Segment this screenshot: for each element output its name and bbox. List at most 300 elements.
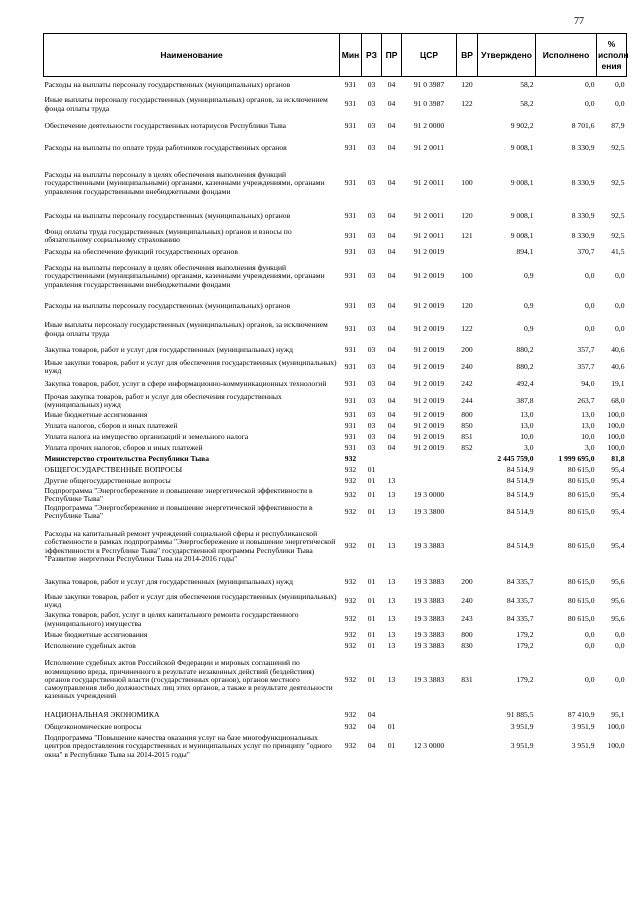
row-rz: 03 — [367, 210, 376, 220]
table-row — [44, 258, 627, 296]
table-row — [44, 521, 627, 573]
table-row — [44, 610, 627, 630]
row-executed: 1 999 695,0 — [558, 453, 595, 463]
row-rz: 03 — [367, 409, 376, 419]
row-csr: 91 2 0019 — [413, 324, 445, 334]
table-row — [44, 247, 627, 258]
row-csr: 19 3 3883 — [413, 614, 445, 624]
row-pr: 04 — [387, 246, 396, 256]
row-rz: 03 — [367, 378, 376, 388]
table-row — [44, 504, 627, 521]
row-percent: 95,6 — [611, 614, 625, 624]
row-approved: 387,8 — [516, 395, 534, 405]
row-min: 932 — [344, 709, 357, 719]
row-min: 932 — [344, 721, 357, 731]
row-executed: 8 330,9 — [571, 230, 595, 240]
row-approved: 880,2 — [516, 344, 534, 354]
row-pr: 13 — [387, 614, 396, 624]
row-name: Обеспечение деятельности государственных нотариусов Республики Тыва — [44, 121, 286, 131]
row-name: Министерство строительства Республики Тыва — [44, 453, 210, 463]
table-row — [44, 573, 627, 593]
table-row — [44, 296, 627, 318]
row-executed: 80 615,0 — [567, 464, 595, 474]
row-name: Расходы на выплаты персоналу государственных (муниципальных) органов — [44, 79, 291, 89]
table-row — [44, 93, 627, 117]
row-percent: 100,0 — [607, 721, 625, 731]
row-min: 931 — [344, 121, 357, 131]
row-name: Подпрограмма "Повышение качества оказания услуг на базе многофункциональных центров предоставления государственных и муниципальных услуг по принципу "одного окна" в Республике Тыва на 2014-2015 годы" — [44, 733, 332, 759]
row-min: 931 — [344, 395, 357, 405]
table-row — [44, 421, 627, 432]
row-name: Закупка товаров, работ и услуг для государственных (муниципальных) нужд — [44, 344, 293, 354]
row-rz: 03 — [367, 442, 376, 452]
row-rz: 01 — [367, 489, 376, 499]
row-percent: 87,9 — [611, 121, 625, 131]
row-name: НАЦИОНАЛЬНАЯ ЭКОНОМИКА — [44, 709, 160, 719]
row-csr: 91 2 0000 — [413, 121, 445, 131]
budget-execution-table — [43, 33, 627, 761]
row-executed: 0,0 — [585, 271, 595, 281]
row-vr — [457, 487, 478, 504]
row-approved: 179,2 — [516, 640, 534, 650]
row-csr — [402, 454, 457, 465]
row-percent: 100,0 — [607, 431, 625, 441]
row-name: Расходы на выплаты персоналу в целях обеспечения выполнения функций государственными (муниципальными) органами, казенными учреждениями, органами управления государственными внебюджетными фондами — [44, 263, 325, 289]
row-vr — [457, 504, 478, 521]
row-rz: 03 — [367, 395, 376, 405]
row-executed: 0,0 — [585, 79, 595, 89]
row-pr: 04 — [387, 79, 396, 89]
table-row — [44, 722, 627, 733]
row-min: 931 — [344, 420, 357, 430]
row-csr: 91 2 0019 — [413, 301, 445, 311]
row-name: Расходы на выплаты персоналу государственных (муниципальных) органов — [44, 301, 291, 311]
row-vr: 100 — [461, 178, 473, 188]
row-vr: 200 — [461, 577, 473, 587]
row-csr — [402, 465, 457, 476]
row-min: 932 — [344, 541, 357, 551]
row-executed: 0,0 — [585, 674, 595, 684]
row-percent: 95,4 — [611, 475, 625, 485]
row-name: Иные бюджетные ассигнования — [44, 629, 148, 639]
row-executed: 8 330,9 — [571, 210, 595, 220]
row-executed: 357,7 — [577, 344, 595, 354]
row-percent: 100,0 — [607, 420, 625, 430]
row-rz: 01 — [367, 475, 376, 485]
row-approved: 10,0 — [520, 431, 534, 441]
table-row — [44, 630, 627, 641]
row-pr — [382, 709, 402, 722]
row-executed: 8 330,9 — [571, 143, 595, 153]
header-executed: Исполнено — [536, 34, 597, 77]
row-approved: 2 445 759,0 — [497, 453, 534, 463]
row-csr: 19 3 0000 — [413, 489, 445, 499]
row-csr — [402, 476, 457, 487]
row-min: 931 — [344, 361, 357, 371]
row-name: Расходы на выплаты по оплате труда работников государственных органов — [44, 143, 287, 153]
row-pr: 13 — [387, 629, 396, 639]
table-row — [44, 476, 627, 487]
row-approved: 492,4 — [516, 378, 534, 388]
row-min: 932 — [344, 464, 357, 474]
row-name: Прочая закупка товаров, работ и услуг для обеспечения государственных (муниципальных) нужд — [44, 392, 282, 409]
row-csr: 19 3 3883 — [413, 640, 445, 650]
row-pr: 13 — [387, 674, 396, 684]
row-min: 932 — [344, 453, 357, 463]
row-approved: 84 335,7 — [506, 614, 534, 624]
row-name: Расходы на выплаты персоналу в целях обеспечения выполнения функций государственными (муниципальными) органами, казенными учреждениями, органами управления государственными внебюджетными фондами — [44, 170, 325, 196]
row-rz: 04 — [367, 721, 376, 731]
table-row — [44, 593, 627, 610]
row-rz: 03 — [367, 361, 376, 371]
row-percent: 19,1 — [611, 378, 625, 388]
table-row — [44, 342, 627, 359]
row-approved: 9 902,2 — [510, 121, 534, 131]
row-executed: 0,0 — [585, 301, 595, 311]
row-vr — [457, 465, 478, 476]
row-approved: 58,2 — [520, 99, 534, 109]
row-rz: 04 — [367, 709, 376, 719]
row-csr: 91 2 0019 — [413, 271, 445, 281]
row-executed: 80 615,0 — [567, 614, 595, 624]
row-rz: 01 — [367, 614, 376, 624]
header-min: Мин — [340, 34, 362, 77]
row-rz: 03 — [367, 246, 376, 256]
table-row — [44, 410, 627, 421]
row-min: 931 — [344, 143, 357, 153]
row-rz: 03 — [367, 230, 376, 240]
row-percent: 92,5 — [611, 230, 625, 240]
row-pr: 04 — [387, 301, 396, 311]
row-rz: 01 — [367, 629, 376, 639]
table-row — [44, 641, 627, 652]
row-pr — [382, 465, 402, 476]
table-row — [44, 465, 627, 476]
row-vr: 121 — [461, 230, 473, 240]
row-min: 931 — [344, 409, 357, 419]
row-approved: 84 514,9 — [506, 541, 534, 551]
row-name: Общеэкономические вопросы — [44, 721, 142, 731]
row-rz: 01 — [367, 464, 376, 474]
row-min: 932 — [344, 640, 357, 650]
table-row — [44, 393, 627, 410]
row-executed: 8 330,9 — [571, 178, 595, 188]
row-vr: 800 — [461, 629, 473, 639]
row-min: 932 — [344, 629, 357, 639]
row-pr: 04 — [387, 442, 396, 452]
row-percent: 92,5 — [611, 210, 625, 220]
row-approved: 13,0 — [520, 409, 534, 419]
header-vr: ВР — [457, 34, 478, 77]
row-pr: 04 — [387, 378, 396, 388]
row-min: 931 — [344, 271, 357, 281]
row-min: 931 — [344, 210, 357, 220]
row-percent: 40,6 — [611, 344, 625, 354]
row-pr: 04 — [387, 395, 396, 405]
row-percent: 95,4 — [611, 489, 625, 499]
row-approved: 91 885,5 — [506, 709, 534, 719]
row-executed: 3 951,9 — [571, 741, 595, 751]
row-min: 931 — [344, 178, 357, 188]
row-pr: 04 — [387, 178, 396, 188]
row-vr: 244 — [461, 395, 473, 405]
header-rz: РЗ — [362, 34, 382, 77]
row-pr: 01 — [387, 741, 396, 751]
row-vr — [457, 454, 478, 465]
row-name: Уплата прочих налогов, сборов и иных платежей — [44, 442, 203, 452]
row-executed: 13,0 — [581, 420, 595, 430]
row-csr: 91 2 0019 — [413, 344, 445, 354]
row-csr: 91 2 0011 — [413, 230, 445, 240]
row-rz: 01 — [367, 577, 376, 587]
row-approved: 13,0 — [520, 420, 534, 430]
page-number: 77 — [574, 16, 584, 27]
row-pr: 01 — [387, 721, 396, 731]
row-approved: 880,2 — [516, 361, 534, 371]
row-pr: 13 — [387, 489, 396, 499]
row-csr: 91 2 0019 — [413, 378, 445, 388]
row-csr: 19 3 3800 — [413, 506, 445, 516]
row-csr: 19 3 3883 — [413, 595, 445, 605]
row-name: Уплата налогов, сборов и иных платежей — [44, 420, 178, 430]
row-executed: 0,0 — [585, 99, 595, 109]
table-body — [44, 77, 627, 761]
row-min: 932 — [344, 475, 357, 485]
row-vr — [457, 476, 478, 487]
table-row — [44, 709, 627, 722]
row-rz: 03 — [367, 420, 376, 430]
table-row — [44, 77, 627, 93]
table-row — [44, 454, 627, 465]
row-vr: 122 — [461, 99, 473, 109]
row-pr: 04 — [387, 271, 396, 281]
row-rz: 03 — [367, 324, 376, 334]
row-executed: 0,0 — [585, 640, 595, 650]
row-vr — [457, 137, 478, 161]
row-vr: 100 — [461, 271, 473, 281]
table-row — [44, 487, 627, 504]
table-row — [44, 733, 627, 761]
row-vr: 200 — [461, 344, 473, 354]
row-approved: 3 951,9 — [510, 741, 534, 751]
table-row — [44, 117, 627, 137]
row-vr: 800 — [461, 409, 473, 419]
row-approved: 894,1 — [516, 246, 534, 256]
row-approved: 84 335,7 — [506, 577, 534, 587]
row-percent: 100,0 — [607, 442, 625, 452]
row-vr: 240 — [461, 361, 473, 371]
row-percent: 95,6 — [611, 577, 625, 587]
row-percent: 92,5 — [611, 178, 625, 188]
row-csr: 91 2 0019 — [413, 431, 445, 441]
row-pr: 04 — [387, 210, 396, 220]
row-min: 932 — [344, 741, 357, 751]
row-approved: 3,0 — [524, 442, 534, 452]
row-pr: 13 — [387, 506, 396, 516]
row-executed: 0,0 — [585, 629, 595, 639]
table-row — [44, 443, 627, 454]
row-name: Иные выплаты персоналу государственных (муниципальных) органов, за исключением фонда оплаты труда — [44, 320, 328, 338]
row-csr: 91 2 0019 — [413, 361, 445, 371]
row-csr: 19 3 3883 — [413, 629, 445, 639]
row-name: Закупка товаров, работ, услуг в сфере информационно-коммуникационных технологий — [44, 378, 327, 388]
row-csr: 12 3 0000 — [413, 741, 445, 751]
row-name: Закупка товаров, работ, услуг в целях капитального ремонта государственного (муниципального) имущества — [44, 610, 299, 628]
row-csr — [402, 722, 457, 733]
table-row — [44, 652, 627, 709]
row-csr: 91 2 0011 — [413, 210, 445, 220]
row-csr: 91 0 3987 — [413, 79, 445, 89]
row-csr: 19 3 3883 — [413, 541, 445, 551]
row-vr: 243 — [461, 614, 473, 624]
row-pr: 04 — [387, 121, 396, 131]
row-vr — [457, 709, 478, 722]
row-csr: 91 2 0019 — [413, 395, 445, 405]
row-rz: 03 — [367, 99, 376, 109]
row-executed: 13,0 — [581, 409, 595, 419]
row-approved: 9 008,1 — [510, 178, 534, 188]
table-row — [44, 207, 627, 226]
row-percent: 0,0 — [615, 271, 625, 281]
row-executed: 263,7 — [577, 395, 595, 405]
row-executed: 0,0 — [585, 324, 595, 334]
row-name: Фонд оплаты труда государственных (муниципальных) органов и взносы по обязательному социальному страхованию — [44, 226, 292, 244]
row-percent: 0,0 — [615, 301, 625, 311]
row-name: Иные выплаты персоналу государственных (муниципальных) органов, за исключением фонда оплаты труда — [44, 95, 328, 113]
row-pr: 04 — [387, 99, 396, 109]
row-vr: 852 — [461, 442, 473, 452]
table-row — [44, 359, 627, 376]
row-name: Уплата налога на имущество организаций и земельного налога — [44, 431, 249, 441]
row-approved: 84 335,7 — [506, 595, 534, 605]
row-pr: 13 — [387, 541, 396, 551]
row-rz: 03 — [367, 271, 376, 281]
row-executed: 80 615,0 — [567, 577, 595, 587]
header-approved: Утверждено — [478, 34, 536, 77]
row-min: 932 — [344, 614, 357, 624]
table-row — [44, 137, 627, 161]
row-name: Иные закупки товаров, работ и услуг для обеспечения государственных (муниципальных) нужд — [44, 592, 337, 609]
row-name: Подпрограмма "Энергосбережение и повышение энергетической эффективности в Республике Тыва" — [44, 486, 313, 503]
row-min: 931 — [344, 230, 357, 240]
row-percent: 100,0 — [607, 409, 625, 419]
row-approved: 0,9 — [524, 301, 534, 311]
row-name: Иные бюджетные ассигнования — [44, 409, 148, 419]
row-rz: 01 — [367, 541, 376, 551]
row-csr: 91 2 0011 — [413, 178, 445, 188]
row-vr — [457, 117, 478, 137]
row-vr: 830 — [461, 640, 473, 650]
table-row — [44, 161, 627, 207]
row-pr: 04 — [387, 431, 396, 441]
row-pr: 04 — [387, 420, 396, 430]
row-vr: 240 — [461, 595, 473, 605]
row-csr: 91 2 0019 — [413, 409, 445, 419]
row-rz: 03 — [367, 143, 376, 153]
table-row — [44, 318, 627, 342]
row-name: Расходы на обеспечение функций государственных органов — [44, 246, 238, 256]
row-vr: 120 — [461, 79, 473, 89]
row-approved: 58,2 — [520, 79, 534, 89]
header-percent: % исполн ения — [597, 34, 627, 77]
row-rz: 01 — [367, 595, 376, 605]
row-pr: 13 — [387, 640, 396, 650]
row-percent: 95,4 — [611, 541, 625, 551]
row-vr: 851 — [461, 431, 473, 441]
row-rz — [362, 454, 382, 465]
row-rz: 03 — [367, 431, 376, 441]
row-vr: 122 — [461, 324, 473, 334]
row-percent: 41,5 — [611, 246, 625, 256]
row-pr: 13 — [387, 475, 396, 485]
row-min: 931 — [344, 324, 357, 334]
row-percent: 0,0 — [615, 79, 625, 89]
row-executed: 94,0 — [581, 378, 595, 388]
row-pr: 04 — [387, 230, 396, 240]
row-approved: 0,9 — [524, 324, 534, 334]
row-vr: 242 — [461, 378, 473, 388]
row-pr: 13 — [387, 595, 396, 605]
row-percent: 95,1 — [611, 709, 625, 719]
row-name: Иные закупки товаров, работ и услуг для обеспечения государственных (муниципальных) нужд — [44, 358, 337, 375]
row-approved: 3 951,9 — [510, 721, 534, 731]
row-vr — [457, 722, 478, 733]
row-percent: 100,0 — [607, 741, 625, 751]
row-vr: 120 — [461, 301, 473, 311]
row-approved: 9 008,1 — [510, 210, 534, 220]
row-executed: 370,7 — [577, 246, 595, 256]
row-percent: 0,0 — [615, 640, 625, 650]
row-executed: 10,0 — [581, 431, 595, 441]
row-min: 931 — [344, 79, 357, 89]
row-name: Закупка товаров, работ и услуг для государственных (муниципальных) нужд — [44, 577, 293, 587]
row-percent: 0,0 — [615, 324, 625, 334]
row-percent: 92,5 — [611, 143, 625, 153]
row-approved: 84 514,9 — [506, 475, 534, 485]
row-csr — [402, 709, 457, 722]
row-csr: 19 3 3883 — [413, 577, 445, 587]
row-min: 931 — [344, 246, 357, 256]
row-rz: 01 — [367, 674, 376, 684]
row-executed: 80 615,0 — [567, 475, 595, 485]
table-row — [44, 226, 627, 247]
row-min: 931 — [344, 378, 357, 388]
row-min: 931 — [344, 442, 357, 452]
row-min: 931 — [344, 301, 357, 311]
row-vr: 120 — [461, 210, 473, 220]
row-csr: 91 2 0019 — [413, 442, 445, 452]
row-vr: 850 — [461, 420, 473, 430]
row-executed: 80 615,0 — [567, 595, 595, 605]
row-name: Расходы на капитальный ремонт учреждений социальной сферы и республиканской собственности в рамках подпрограммы "Энергосбережение и повышение энергетической эффективности в Республике Тыва" государственной программы Республики Тыва "Развитие энергетики Республики Тыва на 2014-2016 годы" — [44, 529, 336, 563]
row-min: 931 — [344, 99, 357, 109]
row-pr — [382, 454, 402, 465]
row-name: Исполнение судебных актов — [44, 640, 136, 650]
table-row — [44, 432, 627, 443]
row-name: Подпрограмма "Энергосбережение и повышение энергетической эффективности в Республике Тыва" — [44, 503, 313, 520]
row-csr: 91 2 0019 — [413, 246, 445, 256]
row-rz: 04 — [367, 741, 376, 751]
row-rz: 01 — [367, 640, 376, 650]
row-executed: 80 615,0 — [567, 506, 595, 516]
row-rz: 01 — [367, 506, 376, 516]
row-csr: 91 0 3987 — [413, 99, 445, 109]
row-approved: 84 514,9 — [506, 489, 534, 499]
header-pr: ПР — [382, 34, 402, 77]
row-min: 931 — [344, 344, 357, 354]
row-csr: 91 2 0019 — [413, 420, 445, 430]
row-approved: 179,2 — [516, 674, 534, 684]
